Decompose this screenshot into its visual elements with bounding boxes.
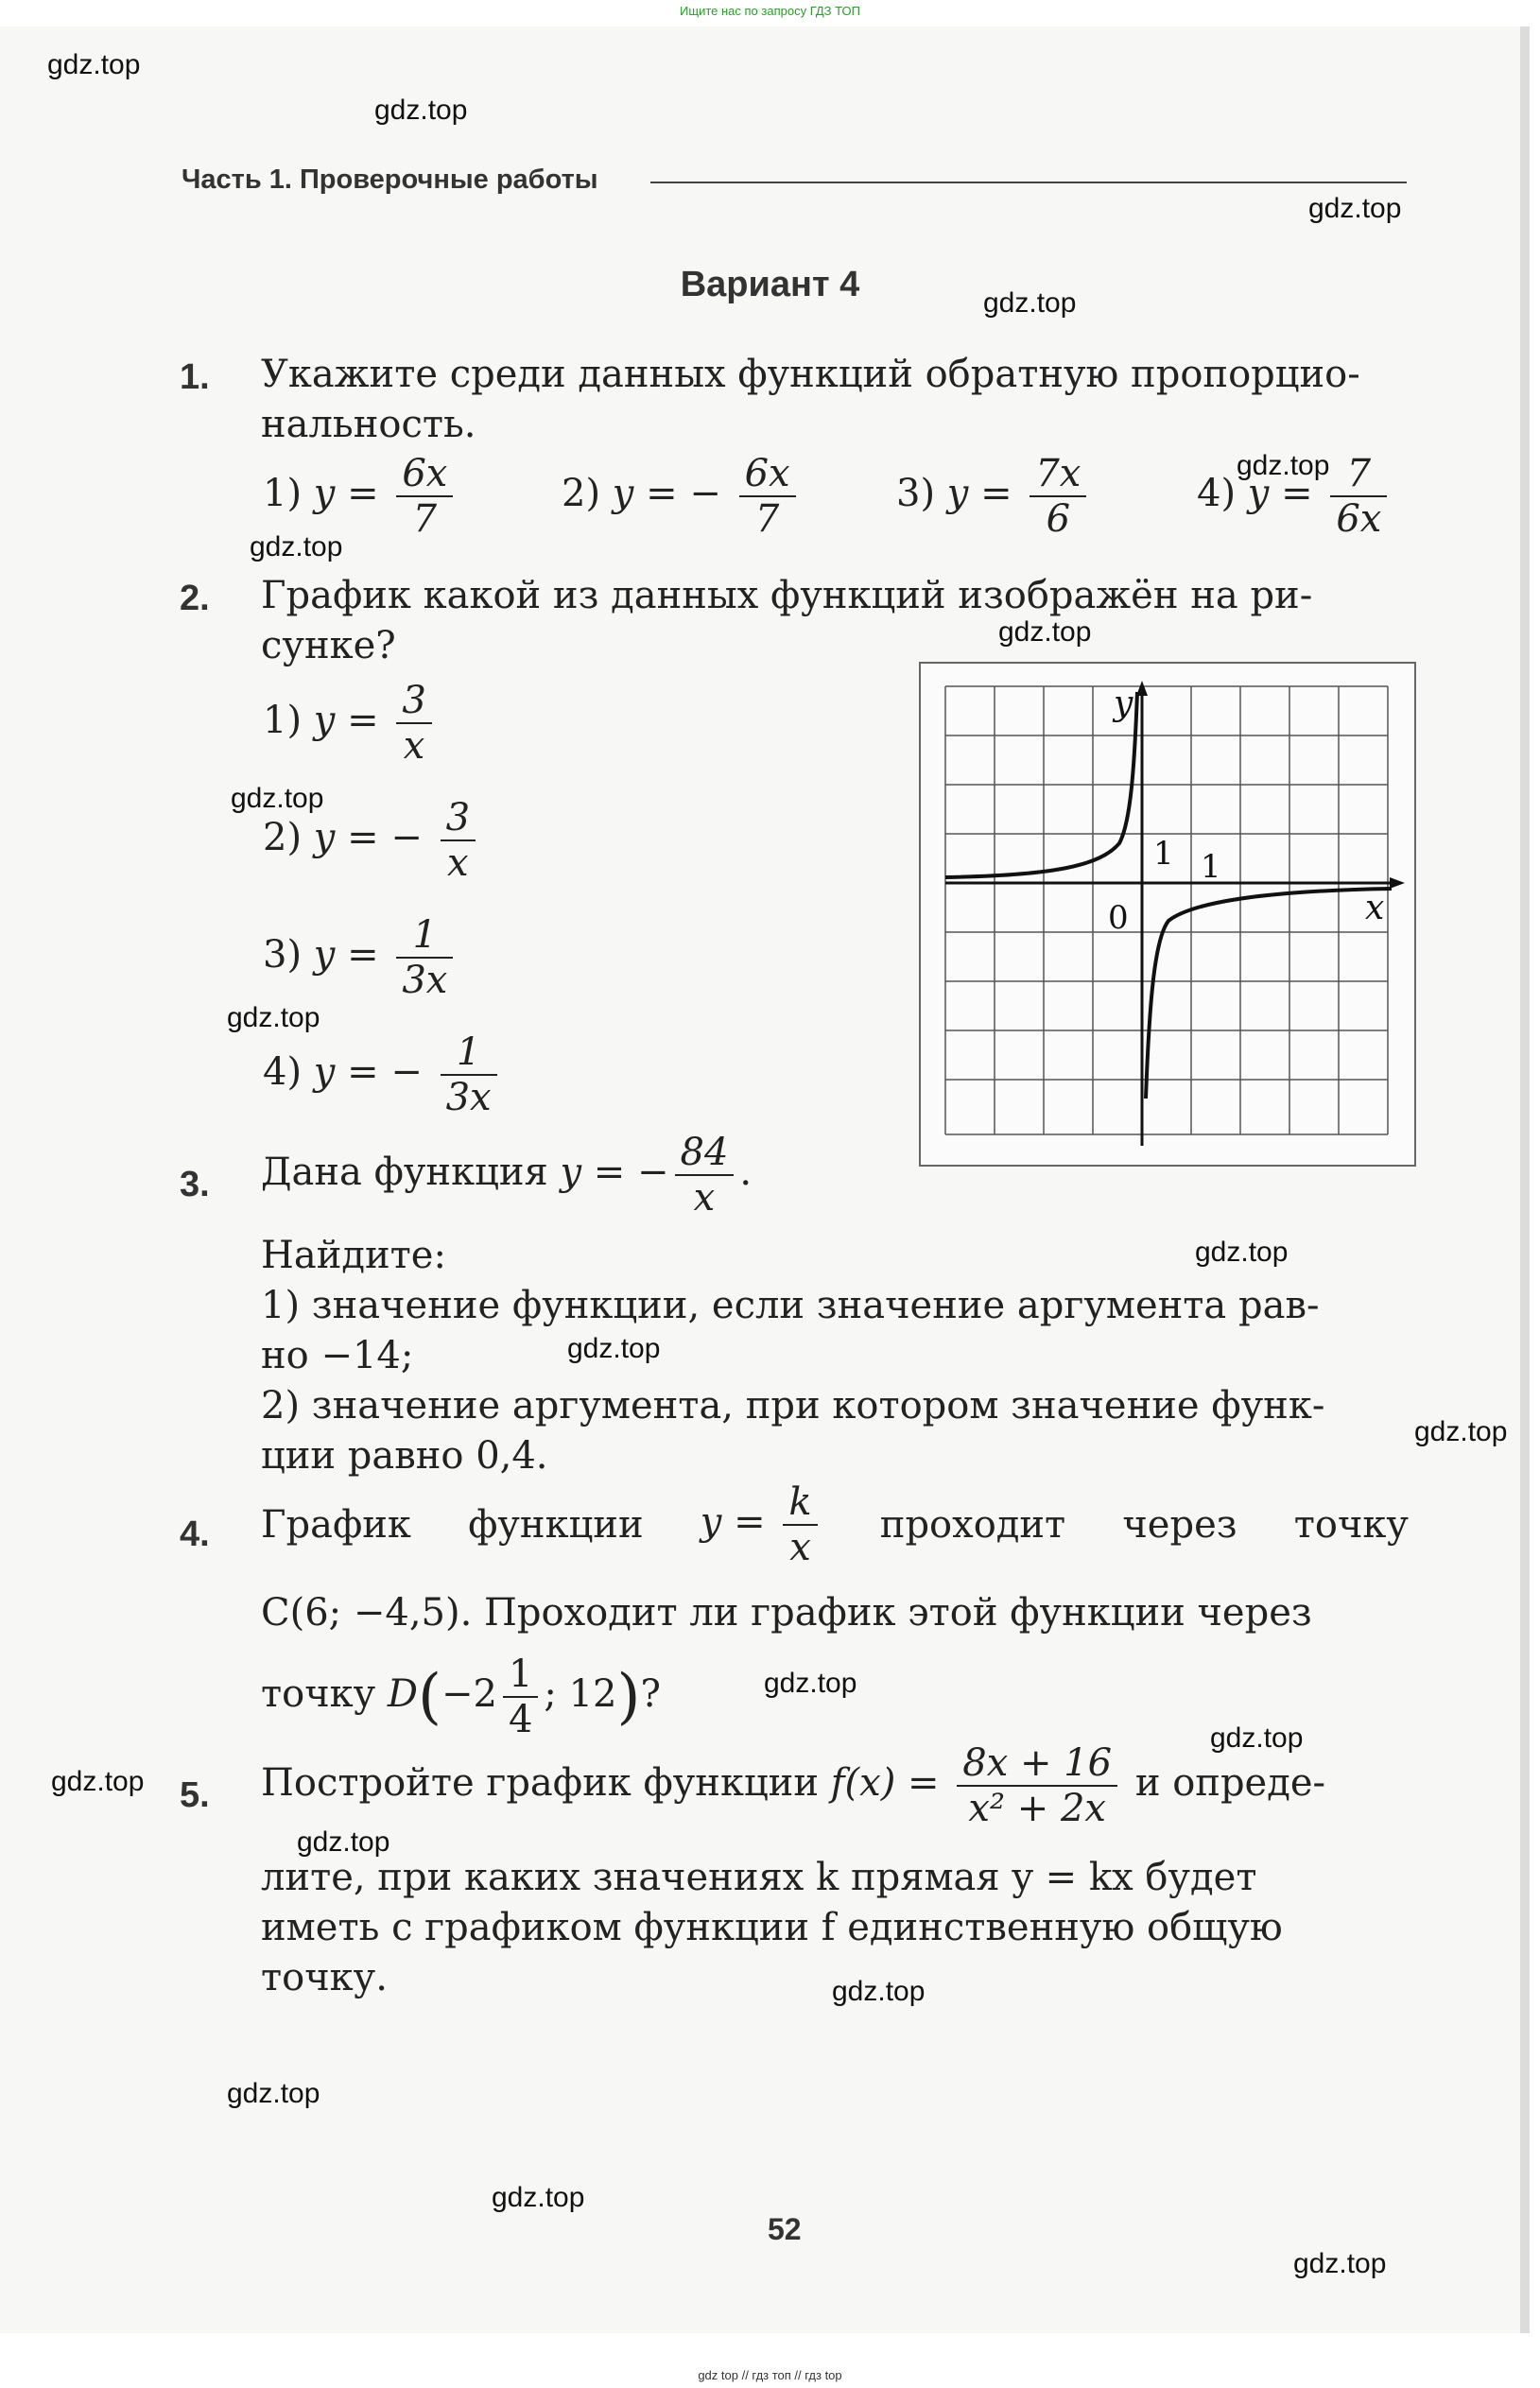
q4-point-label: D: [387, 1672, 418, 1716]
numerator: 3: [441, 796, 476, 841]
q3-item1-line1: 1) значение функции, если значение аргумента рав-: [261, 1284, 1320, 1327]
q5-intro: Постройте график функции: [261, 1761, 819, 1805]
numerator: 7: [1330, 452, 1387, 497]
q3-intro: Дана функция: [261, 1151, 548, 1194]
watermark: gdz.top: [983, 287, 1077, 319]
q3-find: Найдите:: [261, 1234, 446, 1277]
watermark: gdz.top: [1414, 1416, 1508, 1447]
numerator: 1: [441, 1030, 497, 1076]
q3-number: 3.: [180, 1165, 210, 1204]
watermark: gdz.top: [250, 531, 343, 562]
x-tick-label: 1: [1201, 848, 1221, 886]
numerator: 6x: [396, 452, 453, 497]
denominator: x² + 2x: [968, 1787, 1106, 1830]
watermark: gdz.top: [1308, 193, 1402, 224]
q5-text-line1: [261, 1741, 1325, 1830]
denominator: 7: [754, 497, 780, 541]
watermark: gdz.top: [1237, 450, 1330, 481]
option-fraction: [396, 679, 431, 768]
q4-fraction: [783, 1480, 817, 1569]
q2-option-2: 2) y = − $\frac{3}{x}$: [263, 796, 481, 885]
denominator: 7: [412, 497, 438, 541]
q5-fraction: [957, 1741, 1117, 1830]
watermark: gdz.top: [227, 1002, 320, 1033]
option-fraction: [739, 452, 796, 541]
watermark: gdz.top: [227, 2078, 320, 2109]
option-fraction: [396, 913, 453, 1002]
q4-text-line2: C(6; −4,5). Проходит ли график этой функции через: [261, 1591, 1312, 1635]
denominator: x: [403, 724, 425, 768]
watermark: gdz.top: [51, 1766, 145, 1797]
q1-number: 1.: [180, 357, 210, 397]
q5-number: 5.: [180, 1775, 210, 1815]
q5-text-line4: точку.: [261, 1956, 388, 1999]
q3-item1-line2: но −14;: [261, 1334, 414, 1377]
q4-word: через: [1122, 1503, 1237, 1547]
denominator: 3x: [402, 959, 448, 1002]
q4-word: проходит: [879, 1503, 1066, 1547]
x-axis-arrow: [1390, 877, 1405, 889]
y-tick-label: 1: [1153, 835, 1174, 873]
q3-item2-line1: 2) значение аргумента, при котором значение функ-: [261, 1384, 1325, 1428]
q5-text-line2: лите, при каких значениях k прямая y = kx будет: [261, 1856, 1257, 1899]
denominator: x: [789, 1526, 811, 1569]
header-rule: [650, 182, 1407, 183]
q4-whole: −2: [441, 1672, 497, 1716]
q4-text-line1: График функции y = $\frac{k}{x}$ проходит через точку: [261, 1480, 1409, 1569]
numerator: 8x + 16: [957, 1741, 1117, 1787]
q4-word: График: [261, 1503, 411, 1547]
q1-text-line1: Укажите среди данных функций обратную пропорцио-: [261, 353, 1360, 396]
q4-number: 4.: [180, 1514, 210, 1554]
watermark: gdz.top: [297, 1826, 390, 1858]
q2-number: 2.: [180, 579, 210, 618]
hyperbola-graph: [919, 662, 1416, 1167]
q1-option-1: 1) y = $\frac{6x}{7}$: [263, 452, 459, 541]
numerator: k: [783, 1480, 817, 1526]
bottom-banner: gdz top // гдз топ // гдз top: [698, 2368, 842, 2382]
denominator: 3x: [445, 1076, 492, 1119]
q2-option-4: 4) y = − $\frac{1}{3x}$: [263, 1030, 503, 1119]
watermark: gdz.top: [47, 49, 141, 80]
option-sign: −: [390, 816, 423, 859]
option-label: 2): [263, 816, 303, 859]
option-label: 2): [562, 472, 601, 515]
hyperbola-branch-right: [1146, 889, 1392, 1099]
q4-word: точку: [1293, 1503, 1409, 1547]
top-banner: Ищите нас по запросу ГДЗ ТОП: [680, 4, 860, 18]
q4-point-intro: точку: [261, 1672, 376, 1716]
watermark: gdz.top: [231, 783, 324, 814]
denominator: x: [447, 841, 469, 885]
q3-item2-line2: ции равно 0,4.: [261, 1434, 548, 1478]
graph-svg: [921, 664, 1414, 1165]
watermark: gdz.top: [1293, 2248, 1387, 2279]
watermark: gdz.top: [567, 1333, 661, 1364]
option-sign: −: [390, 1050, 423, 1094]
q1-option-2: 2) y = − $\frac{6x}{7}$: [562, 452, 802, 541]
q5-fn-name: f(x) =: [830, 1761, 940, 1805]
q5-text-line3: иметь с графиком функции f единственную общую: [261, 1906, 1283, 1949]
page-edge: [1520, 26, 1530, 2333]
watermark: gdz.top: [1195, 1237, 1289, 1268]
q1-option-3: 3) y = $\frac{7x}{6}$: [896, 452, 1092, 541]
option-fraction: [441, 796, 476, 885]
q2-text-line1: График какой из данных функций изображён на ри-: [261, 574, 1313, 617]
option-fraction: [441, 1030, 497, 1119]
denominator: 4: [508, 1698, 533, 1741]
denominator: 6x: [1336, 497, 1382, 541]
denominator: 6: [1046, 497, 1071, 541]
q3-text-line1: Дана функция y = − $\frac{84}{x}$ .: [261, 1131, 753, 1220]
section-header: Часть 1. Проверочные работы: [182, 164, 598, 195]
option-label: 3): [896, 472, 936, 515]
q3-fraction: [675, 1131, 735, 1220]
option-label: 1): [263, 699, 303, 742]
numerator: 1: [503, 1653, 538, 1698]
watermark: gdz.top: [1210, 1722, 1304, 1754]
option-label: 1): [263, 472, 303, 515]
denominator: x: [693, 1176, 716, 1220]
q2-text-line2: сунке?: [261, 624, 396, 667]
option-label: 3): [263, 933, 303, 977]
q4-second-coord: ; 12: [544, 1672, 617, 1716]
watermark: gdz.top: [832, 1976, 926, 2007]
q4-mixed-fraction: [503, 1653, 538, 1741]
q4-end: ?: [640, 1672, 661, 1716]
numerator: 7x: [1030, 452, 1086, 497]
x-axis-label: x: [1365, 889, 1385, 927]
q5-end: и опреде-: [1134, 1761, 1326, 1805]
option-sign: −: [689, 472, 721, 515]
numerator: 6x: [739, 452, 796, 497]
variant-title: Вариант 4: [680, 265, 860, 304]
q2-option-3: 3) y = $\frac{1}{3x}$: [263, 913, 459, 1002]
watermark: gdz.top: [374, 95, 468, 126]
option-fraction: [1030, 452, 1086, 541]
q4-text-line3: точку D(−2 $\frac{1}{4}$ ; 12)?: [261, 1653, 661, 1741]
watermark: gdz.top: [764, 1668, 857, 1699]
numerator: 84: [675, 1131, 735, 1176]
grid-lines: [945, 686, 1388, 1134]
watermark: gdz.top: [998, 616, 1092, 648]
q4-word: функции: [468, 1503, 644, 1547]
option-fraction: [1330, 452, 1387, 541]
q1-option-4: 4) y = $\frac{7}{6x}$: [1197, 452, 1393, 541]
numerator: 3: [396, 679, 431, 724]
q1-text-line2: нальность.: [261, 403, 476, 446]
q2-option-1: 1) y = $\frac{3}{x}$: [263, 679, 438, 768]
page-number: 52: [768, 2212, 802, 2246]
origin-label: 0: [1108, 899, 1129, 937]
option-label: 4): [263, 1050, 303, 1094]
numerator: 1: [396, 913, 453, 959]
y-axis-label: y: [1114, 684, 1133, 723]
option-fraction: [396, 452, 453, 541]
option-label: 4): [1197, 472, 1237, 515]
watermark: gdz.top: [492, 2182, 585, 2213]
